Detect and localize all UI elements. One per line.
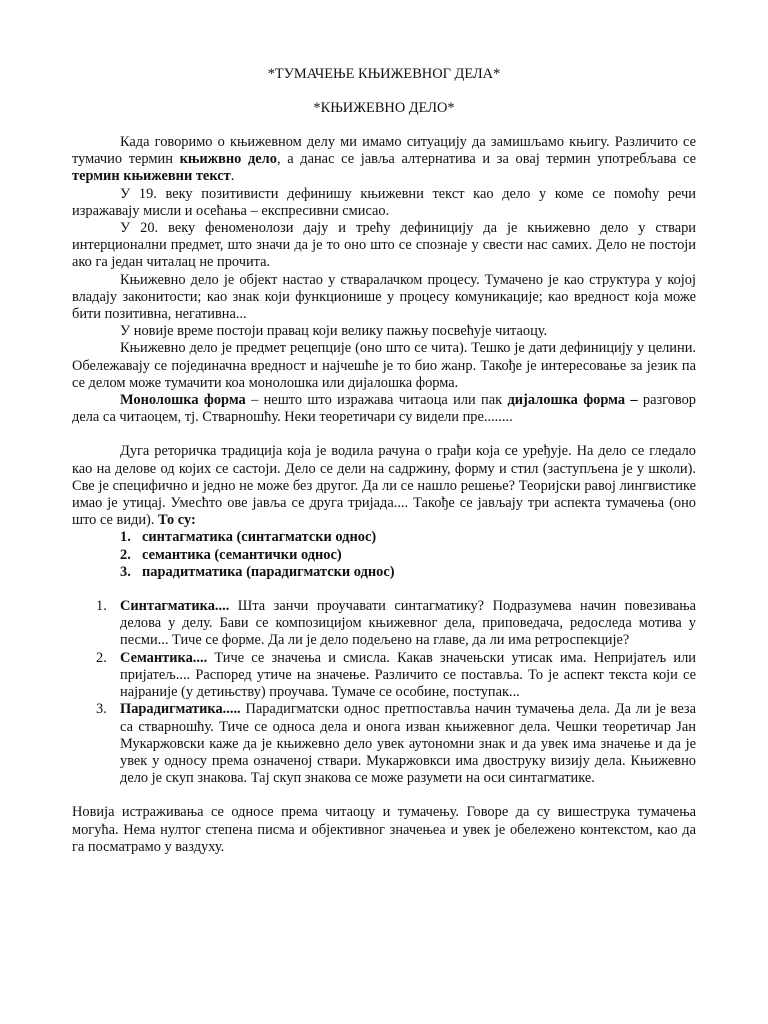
bold-term: термин књижевни текст [72,168,231,185]
list-number: 3. [96,701,107,718]
list-item [72,650,696,702]
paragraph-19th-century: У 19. веку позитивисти дефинишу књижевни текст као дело у коме се помоћу речи изражавају мисли и осећања – експресивни смисао. [72,185,696,219]
list-item [72,547,696,564]
bold-term: То су: [158,512,196,529]
text-run: , а данас се јавља алтернатива и за овај термин употребљава се [276,151,696,168]
list-number: 2. [96,649,107,666]
list-number: 3. [120,563,131,580]
list-number: 1. [120,529,131,546]
item-text: Шта занчи проучавати синтагматику? Подразумева начин повезивања делова у делу. Бави се композицијом књижевног дела, приповедача, редоследа мотива у песми... Тиче се форме. Да ли је дело подељено на главе, да ли има ретроспекције? [120,598,696,649]
list-text: семантика (семантички однос) [142,546,342,563]
paragraph-rhetoric [72,443,696,529]
list-text: синтагматика (синтагматски однос) [142,529,377,546]
text-run: – нешто што изражава читаоца или пак [245,392,508,409]
text-run: . [230,168,235,185]
item-heading: Парадигматика..... [120,701,241,718]
paragraph-object: Књижевно дело је објект настао у стваралачком процесу. Тумачено је као структура у којој владају законитости; као знак који функционише у процесу комуникације; као вредност која може бити позитивна, негативна... [72,271,696,323]
text-run: Дуга реторичка традиција која је водила рачуна о грађи која се уређује. На дело се гледало као на делове од којих се састоји. Дело се дели на садржину, форму и стил (заступљена је у школи). Све је специфично и једно не може без другог. Да ли се нашло решење? Теоријски равој лингвистике имао је утицај. Умесћто ове јавља се друга тријада.... Такође се јављају три аспекта тумачења (оно што се види). [72,443,696,529]
explanation-list [72,598,696,787]
bold-term: дијалошка форма – [507,392,638,409]
text-run: разговор дела са читаоцем, тј. Стварношћу. Неки теоретичари су видели пре........ [72,392,696,426]
list-item [72,701,696,787]
paragraph-forms [72,392,696,426]
document-subtitle: *КЊИЖЕВНО ДЕЛО* [313,100,455,116]
paragraph-conclusion: Новија истраживања се односе према читаоцу и тумачењу. Говоре да су вишеструка тумачења могућа. Нема нултог степена писма и објективног значењеа и увек је обележено контекстом, као да га посматрамо у ваздуху. [72,804,696,855]
paragraph-intro [72,134,696,186]
bold-term: Монолошка форма [120,392,246,409]
paragraph-reader: У новије време постоји правац који велику пажњу посвећује читаоцу. [120,323,548,340]
list-number: 2. [120,546,131,563]
bold-term: књижвно дело [179,151,277,168]
list-item [72,564,696,581]
item-text: Тиче се значења и смисла. Какав значењски утисак има. Непријатељ или пријатељ.... Распоред утиче на значење. Различито се поставља. То је аспект текста који се најраније (у детињству) проучава. Тумаче се особине, поступак... [120,649,696,701]
list-text: парадитматика (парадигматски однос) [142,563,395,580]
text-run: Када говоримо о књижевном делу ми имамо ситуацију да замишљамо књигу. Различито се тумачио термин [72,134,696,168]
list-item [72,529,696,546]
document-title: *ТУМАЧЕЊЕ КЊИЖЕВНОГ ДЕЛА* [267,66,501,82]
item-heading: Семантика.... [120,649,208,666]
item-heading: Синтагматика.... [120,598,230,615]
aspects-list [72,529,696,581]
paragraph-20th-century: У 20. веку феноменолози дају и трећу дефиницију да је књижевно дело у ствари интерционални предмет, што значи да је то оно што се спознаје у свести нас самих. Дело не постоји ако га један читалац не прочита. [72,220,696,271]
item-text: Парадигматски однос претпоставља начин тумачења дела. Да ли је веза са стварношћу. Тиче се односа дела и онога изван књижевног дела. Чешки теоретичар Јан Мукаржовски каже да је књижевно дело увек аутономни знак и да увек има значење и да је увек у односу према означеној ствари. Мукаржовкси има двоструку визију дела. Књижевно дело је скуп знакова. Тај скуп знакова се може разумети на оси синтагматике. [120,701,696,787]
list-item [72,598,696,650]
paragraph-reception: Књижевно дело је предмет рецепције (оно што се чита). Тешко је дати дефиницију у целини. Обележавају се појединачна вредност и најчешће је то био жанр. Такође је интересовање за језик па се делом може тумачити коа монолошка или дијалошка форма. [72,340,696,391]
list-number: 1. [96,598,107,615]
